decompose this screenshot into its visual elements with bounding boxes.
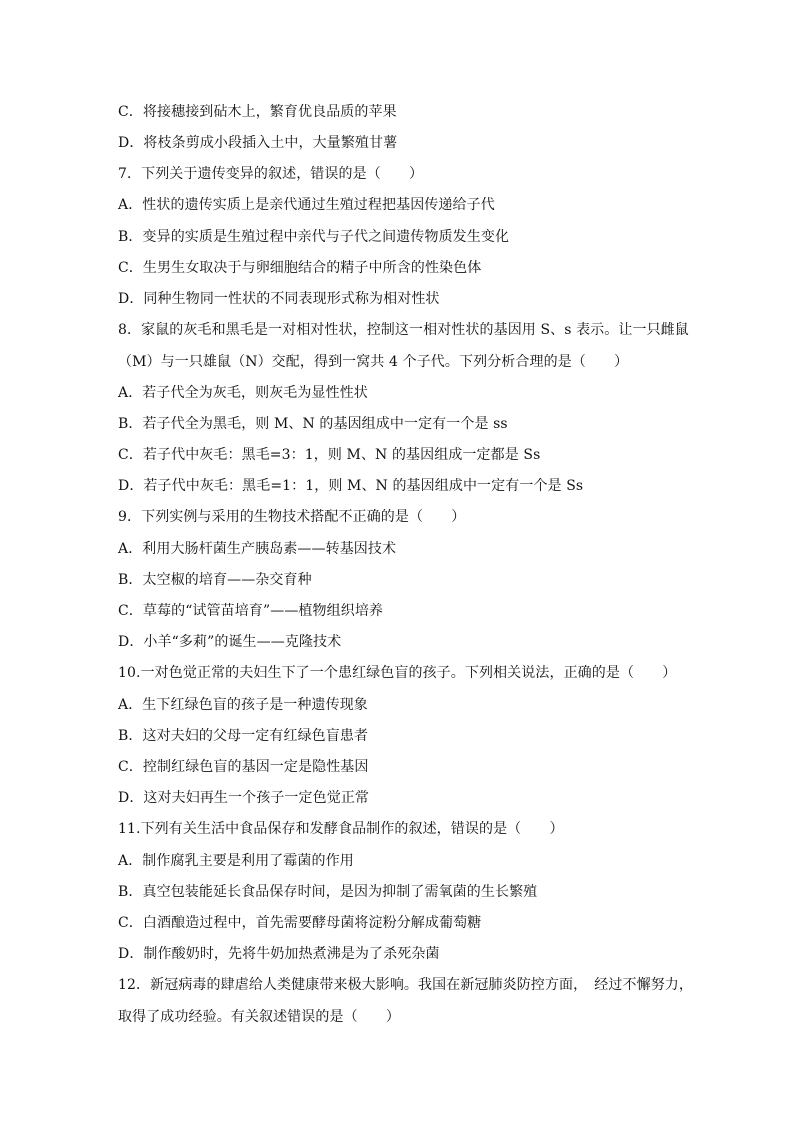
question-8-line-1: 8．家鼠的灰毛和黑毛是一对相对性状，控制这一相对性状的基因用 S、s 表示。让一只雌鼠 — [118, 322, 689, 338]
question-10: 10.一对色觉正常的夫妇生下了一个患红绿色盲的孩子。下列相关说法，正确的是（ ） — [118, 665, 677, 681]
q7-option-a: A．性状的遗传实质上是亲代通过生殖过程把基因传递给子代 — [118, 197, 495, 213]
question-8-line-2: （M）与一只雄鼠（N）交配，得到一窝共 4 个子代。下列分析合理的是（ ） — [118, 354, 629, 370]
q9-option-c: C．草莓的“试管苗培育”——植物组织培养 — [118, 603, 384, 619]
question-12-line-1: 12．新冠病毒的肆虐给人类健康带来极大影响。我国在新冠肺炎防控方面， 经过不懈努力， — [118, 977, 694, 993]
option-c-line: C．将接穗接到砧木上，繁育优良品质的苹果 — [118, 104, 397, 120]
q9-option-b: B．太空椒的培育——杂交育种 — [118, 572, 312, 588]
option-d-line: D．将枝条剪成小段插入土中，大量繁殖甘薯 — [118, 135, 398, 151]
q10-option-b: B．这对夫妇的父母一定有红绿色盲患者 — [118, 728, 369, 744]
q7-option-c: C．生男生女取决于与卵细胞结合的精子中所含的性染色体 — [118, 260, 482, 276]
q11-option-d: D．制作酸奶时，先将牛奶加热煮沸是为了杀死杂菌 — [118, 946, 440, 962]
q11-option-a: A．制作腐乳主要是利用了霉菌的作用 — [118, 853, 354, 869]
question-11: 11.下列有关生活中食品保存和发酵食品制作的叙述，错误的是（ ） — [118, 821, 564, 837]
q8-option-a: A．若子代全为灰毛，则灰毛为显性性状 — [118, 385, 368, 401]
q10-option-c: C．控制红绿色盲的基因一定是隐性基因 — [118, 759, 369, 775]
q9-option-d: D．小羊“多莉”的诞生——克隆技术 — [118, 634, 342, 650]
question-9: 9．下列实例与采用的生物技术搭配不正确的是（ ） — [118, 509, 466, 525]
q9-option-a: A．利用大肠杆菌生产胰岛素——转基因技术 — [118, 541, 397, 557]
q8-option-b: B．若子代全为黑毛，则 M、N 的基因组成中一定有一个是 ss — [118, 416, 508, 432]
q11-option-c: C．白酒酿造过程中，首先需要酵母菌将淀粉分解成葡萄糖 — [118, 915, 482, 931]
q8-option-d: D．若子代中灰毛：黑毛=1：1，则 M、N 的基因组成中一定有一个是 Ss — [118, 478, 584, 494]
q10-option-d: D．这对夫妇再生一个孩子一定色觉正常 — [118, 790, 370, 806]
q8-option-c: C．若子代中灰毛：黑毛=3：1，则 M、N 的基因组成一定都是 Ss — [118, 447, 541, 463]
question-7: 7．下列关于遗传变异的叙述，错误的是（ ） — [118, 166, 424, 182]
q11-option-b: B．真空包装能延长食品保存时间，是因为抑制了需氧菌的生长繁殖 — [118, 884, 538, 900]
q10-option-a: A．生下红绿色盲的孩子是一种遗传现象 — [118, 697, 368, 713]
question-12-line-2: 取得了成功经验。有关叙述错误的是（ ） — [118, 1009, 400, 1025]
q7-option-b: B．变异的实质是生殖过程中亲代与子代之间遗传物质发生变化 — [118, 229, 510, 245]
q7-option-d: D．同种生物同一性状的不同表现形式称为相对性状 — [118, 291, 440, 307]
